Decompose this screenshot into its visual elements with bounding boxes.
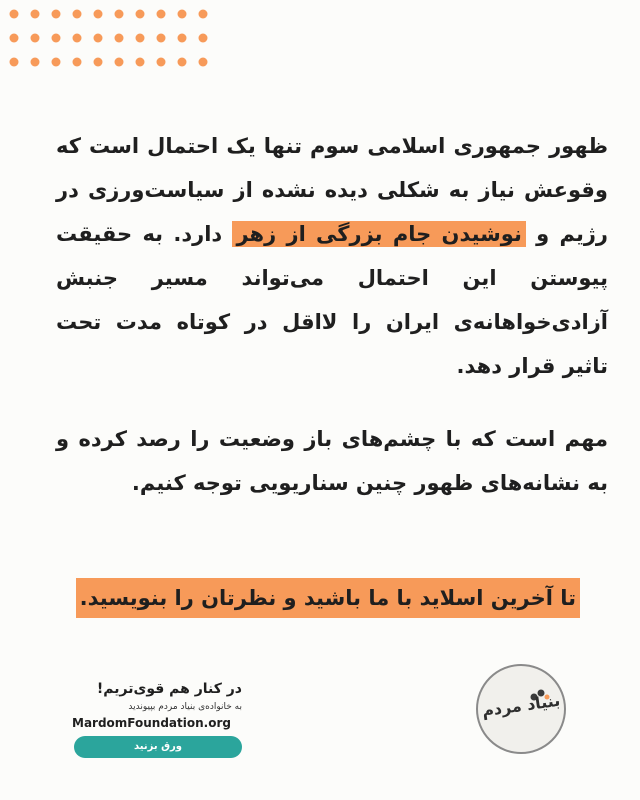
foundation-logo <box>476 664 566 754</box>
decorative-dot-grid <box>8 8 218 68</box>
website-link[interactable]: MardomFoundation.org <box>72 716 231 730</box>
paragraph-1-text-a: ظهور جمهوری اسلامی سوم تنها یک احتمال است که وقوعش نیاز به شکلی دیده نشده از سیاست‌ورزی در رژیم و <box>56 134 609 246</box>
swipe-button[interactable]: ورق بزنید <box>74 736 242 758</box>
promo-block <box>72 678 242 758</box>
promo-subtitle: به خانواده‌ی بنیاد مردم بپیوندید <box>128 702 242 712</box>
body-paragraph-1 <box>56 124 608 388</box>
call-to-action-banner: تا آخرین اسلاید با ما باشید و نظرتان را بنویسید. <box>76 578 580 618</box>
body-paragraph-2: مهم است که با چشم‌های باز وضعیت را رصد کرده و به نشانه‌های ظهور چنین سناریویی توجه کنیم. <box>56 427 608 495</box>
promo-title: در کنار هم قوی‌تریم! <box>96 681 242 697</box>
logo-wordmark: بنیاد مردم <box>480 690 562 721</box>
paragraph-1-text-b: دارد. به حقیقت پیوستن این احتمال می‌تواند مسیر جنبش آزادی‌خواهانه‌ی ایران را لااقل در کوتاه مدت تحت تاثیر قرار دهد. <box>56 222 608 378</box>
highlighted-phrase: نوشیدن جام بزرگی از زهر <box>232 221 525 247</box>
